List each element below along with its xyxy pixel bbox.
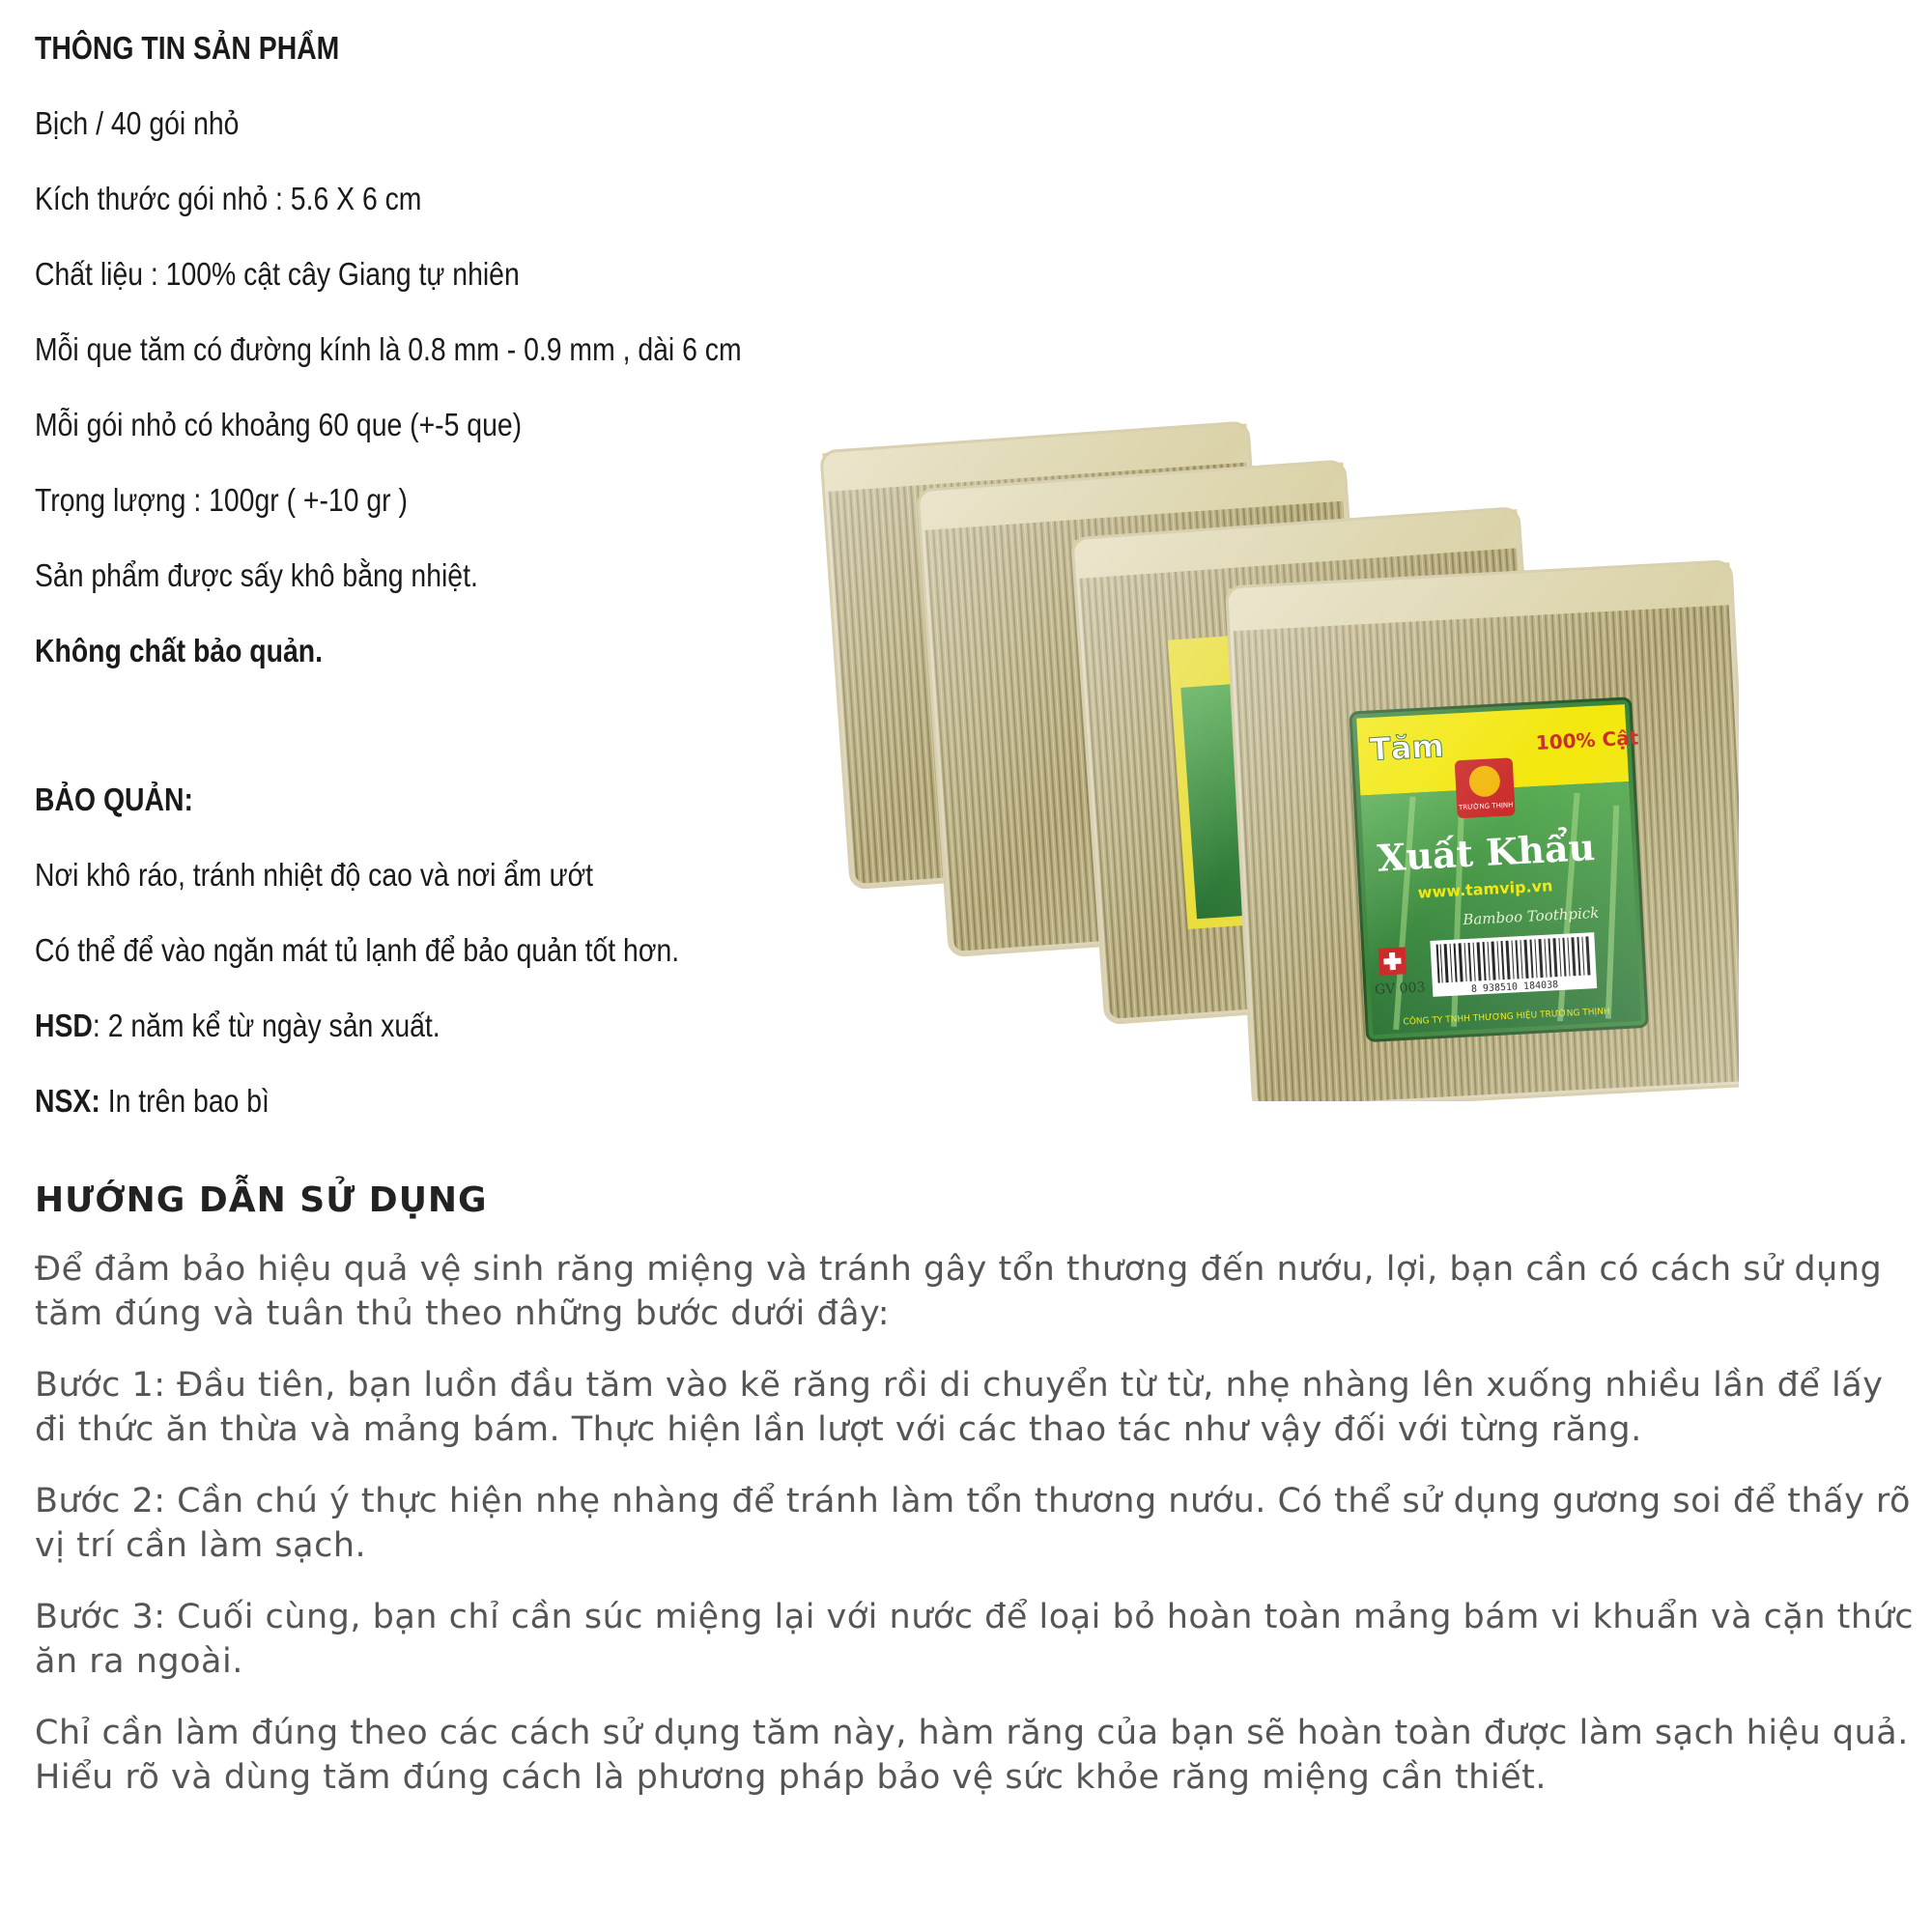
info-line-material: Chất liệu : 100% cật cây Giang tự nhiên	[35, 256, 520, 292]
storage-line-fridge: Có thể để vào ngăn mát tủ lạnh để bảo quản tốt hơn.	[35, 932, 680, 968]
guide-step-1: Bước 1: Đầu tiên, bạn luồn đầu tăm vào kẽ răng rồi di chuyển từ từ, nhẹ nhàng lên xuống nhiều lần để lấy đi thức ăn thừa và mảng bám. Thực hiện lần lượt với các thao tác như vậy đối với từng răng.	[35, 1366, 1884, 1449]
guide-intro: Để đảm bảo hiệu quả vệ sinh răng miệng và tránh gây tổn thương đến nướu, lợi, bạn cần có cách sử dụng tăm đúng và tuân thủ theo những bước dưới đây:	[35, 1250, 1883, 1333]
product-info-section	[35, 29, 904, 1157]
hsd-line	[35, 1007, 782, 1045]
guide-title: HƯỚNG DẪN SỬ DỤNG	[35, 1180, 488, 1220]
nsx-label: NSX:	[35, 1083, 100, 1119]
toothpick-pack-4	[1228, 562, 1739, 1101]
nsx-line	[35, 1082, 782, 1121]
product-info-heading: THÔNG TIN SẢN PHẨM	[35, 30, 340, 66]
nsx-value: In trên bao bì	[99, 1083, 270, 1119]
storage-heading: BẢO QUẢN:	[35, 781, 193, 817]
guide-step-2: Bước 2: Cần chú ý thực hiện nhẹ nhàng để tránh làm tổn thương nướu. Có thể sử dụng gương soi để thấy rõ vị trí cần làm sạch.	[35, 1482, 1911, 1565]
info-line-diameter: Mỗi que tăm có đường kính là 0.8 mm - 0.9 mm , dài 6 cm	[35, 331, 742, 367]
usage-guide-section	[35, 1180, 1918, 1827]
info-line-size: Kích thước gói nhỏ : 5.6 X 6 cm	[35, 181, 422, 216]
info-line-weight: Trọng lượng : 100gr ( +-10 gr )	[35, 482, 408, 518]
info-line-dried: Sản phẩm được sấy khô bằng nhiệt.	[35, 557, 478, 593]
info-line-count: Mỗi gói nhỏ có khoảng 60 que (+-5 que)	[35, 407, 523, 442]
guide-conclusion: Chỉ cần làm đúng theo các cách sử dụng tăm này, hàm răng của bạn sẽ hoàn toàn được làm sạch hiệu quả. Hiểu rõ và dùng tăm đúng cách là phương pháp bảo vệ sức khỏe răng miệng cần thiết.	[35, 1714, 1909, 1797]
info-line-pack: Bịch / 40 gói nhỏ	[35, 105, 240, 141]
hsd-value: : 2 năm kể từ ngày sản xuất.	[92, 1008, 440, 1043]
hsd-label: HSD	[35, 1008, 93, 1043]
storage-line-dry: Nơi khô ráo, tránh nhiệt độ cao và nơi ẩm ướt	[35, 857, 594, 893]
guide-step-3: Bước 3: Cuối cùng, bạn chỉ cần súc miệng lại với nước để loại bỏ hoàn toàn mảng bám vi khuẩn và cặn thức ăn ra ngoài.	[35, 1598, 1915, 1681]
product-photo	[811, 406, 1739, 1101]
no-preservative-note: Không chất bảo quản.	[35, 633, 323, 668]
